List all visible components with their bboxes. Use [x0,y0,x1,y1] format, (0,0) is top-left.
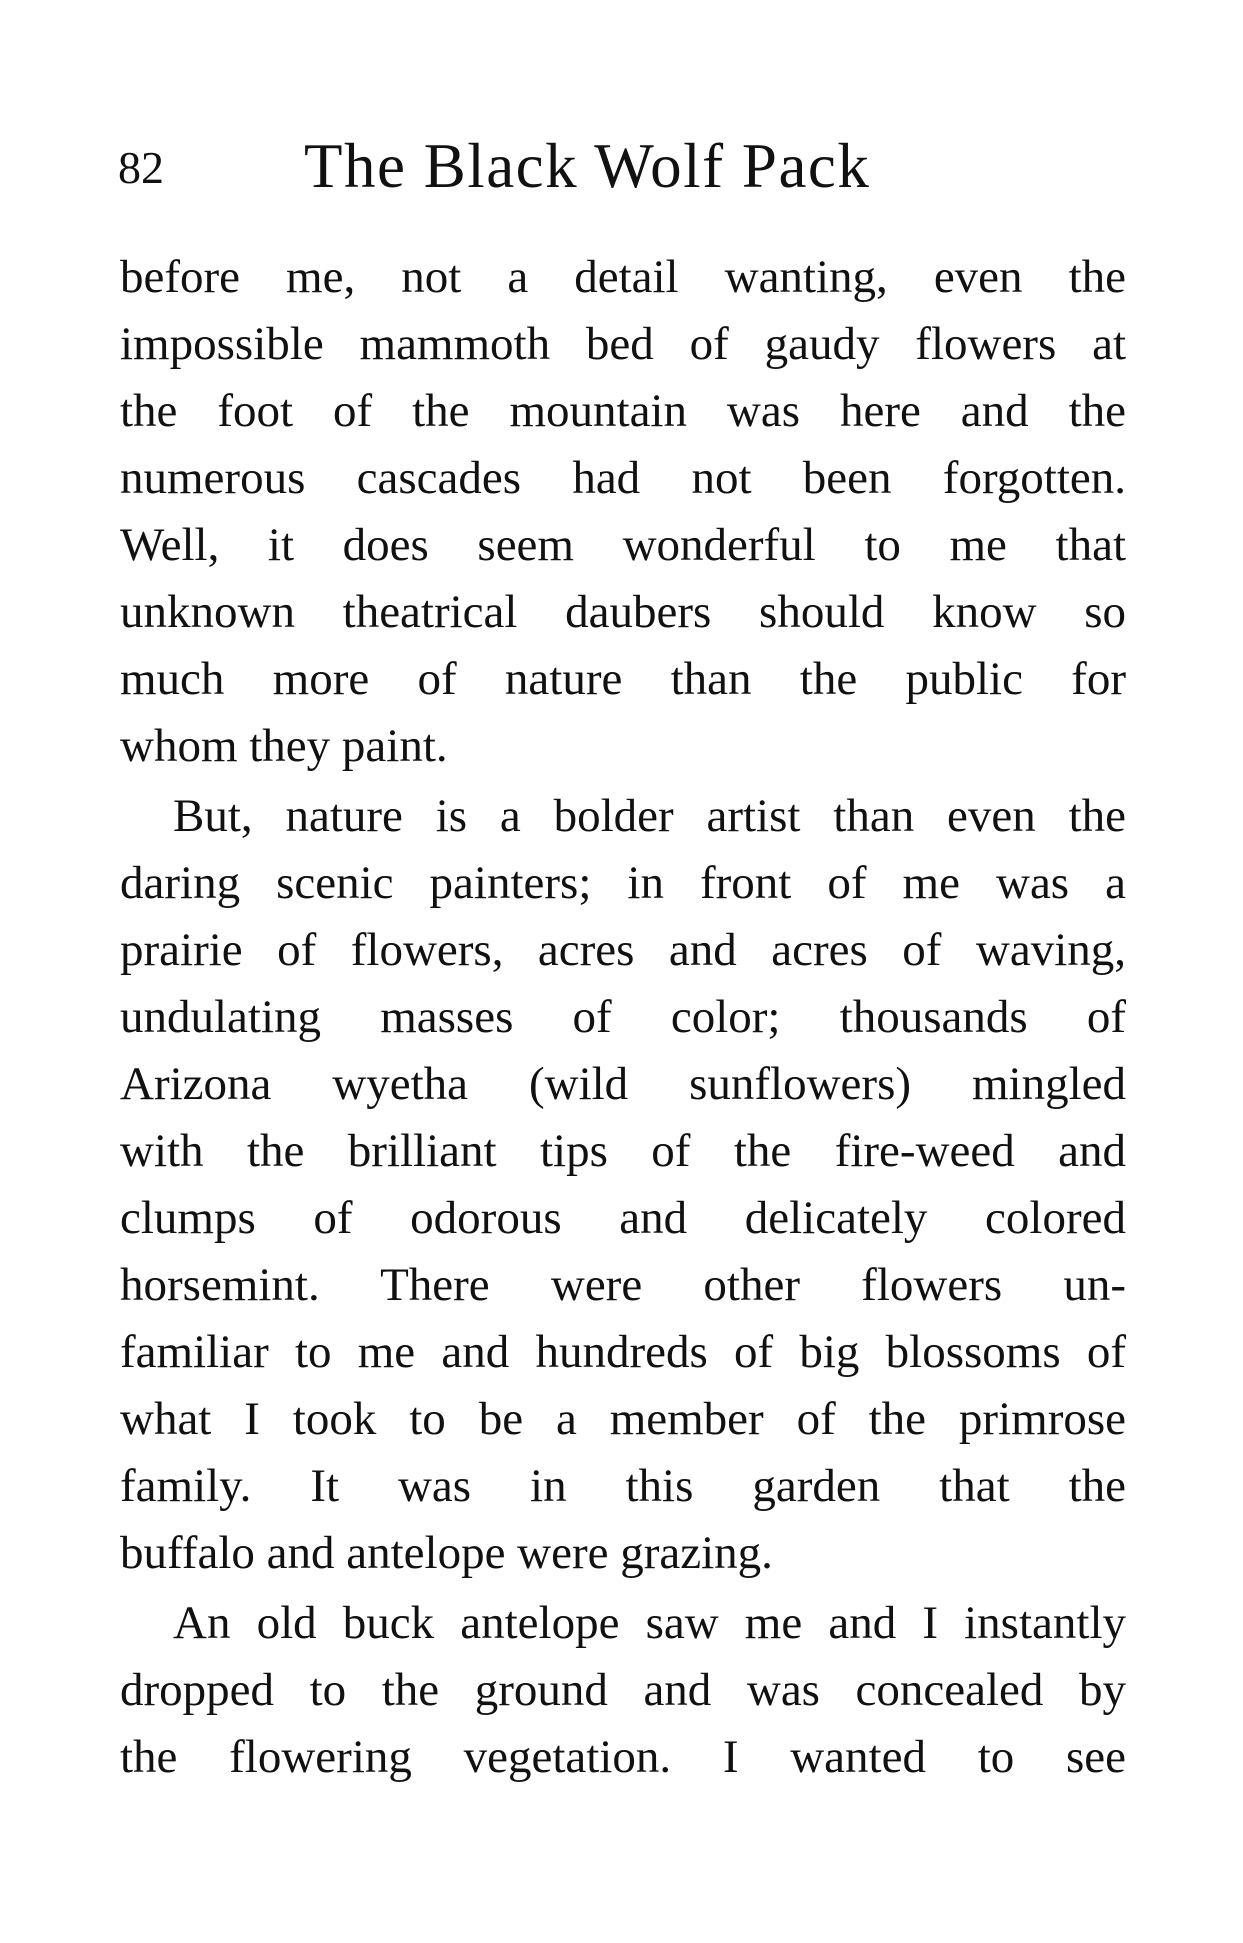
page-header [118,130,1128,210]
text-line: Arizona wyetha (wild sunflowers) mingled [120,1058,1126,1110]
running-title: The Black Wolf Pack [304,131,871,201]
text-line: family. It was in this garden that the [120,1460,1126,1512]
text-line: much more of nature than the public for [120,653,1126,705]
text-line: before me, not a detail wanting, even the [120,251,1126,303]
text-line: But, nature is a bolder artist than even the [173,790,1126,842]
page-number: 82 [118,142,164,193]
text-line: undulating masses of color; thousands of [120,991,1126,1043]
text-line: whom they paint. [120,720,448,772]
text-line: numerous cascades had not been forgotten. [120,452,1126,504]
text-line: daring scenic painters; in front of me was a [120,857,1126,909]
text-line: buffalo and antelope were grazing. [120,1527,773,1579]
text-line: prairie of flowers, acres and acres of waving, [120,924,1126,976]
text-line: Well, it does seem wonderful to me that [120,519,1126,571]
text-line: An old buck antelope saw me and I instantly [173,1597,1126,1649]
body-text [120,244,1126,1794]
text-line: the flowering vegetation. I wanted to see [120,1731,1126,1783]
text-line: familiar to me and hundreds of big blossoms of [120,1326,1126,1378]
text-line: impossible mammoth bed of gaudy flowers at [120,318,1126,370]
text-line: dropped to the ground and was concealed by [120,1664,1126,1716]
text-line: unknown theatrical daubers should know so [120,586,1126,638]
text-line: what I took to be a member of the primrose [120,1393,1126,1445]
text-line: clumps of odorous and delicately colored [120,1192,1126,1244]
paragraph-2 [120,783,1126,1587]
text-line: with the brilliant tips of the fire-weed and [120,1125,1126,1177]
text-line: horsemint. There were other flowers un- [120,1259,1126,1311]
text-line: the foot of the mountain was here and the [120,385,1126,437]
paragraph-1 [120,244,1126,780]
paragraph-3 [120,1590,1126,1791]
